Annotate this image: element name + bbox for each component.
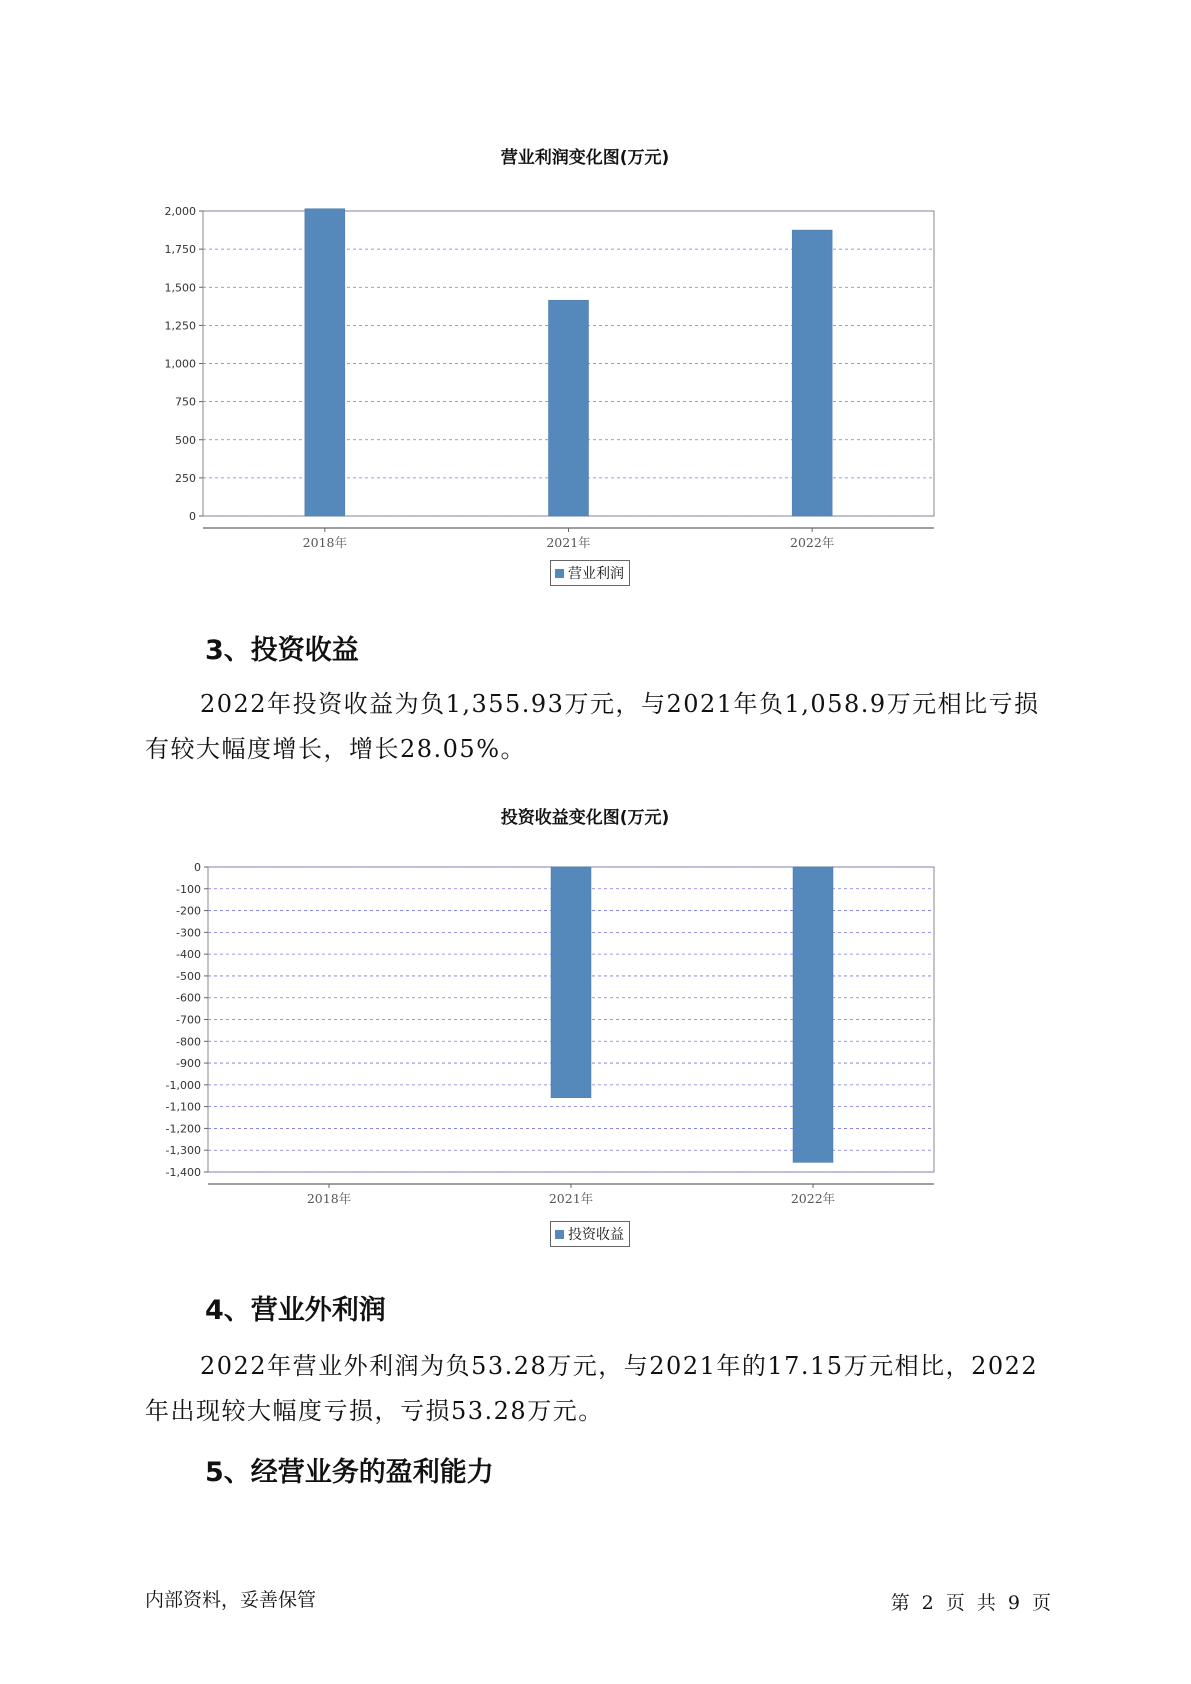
paragraph-line: 有较大幅度增长，增长28.05%。 — [145, 735, 527, 763]
y-tick-label: 0 — [189, 510, 196, 523]
bar — [793, 867, 833, 1162]
legend-swatch — [555, 569, 564, 578]
footer-page-number: 第 2 页 共 9 页 — [890, 1592, 1051, 1614]
chart-legend — [550, 1221, 630, 1247]
chart-plot — [150, 840, 1020, 1230]
y-tick-label: -900 — [176, 1057, 201, 1071]
y-tick-label: 1,750 — [164, 243, 196, 257]
y-tick-label: -1,400 — [165, 1166, 201, 1179]
y-tick-label: 1,000 — [164, 357, 196, 371]
x-tick-label: 2018年 — [306, 1191, 352, 1206]
legend-label: 投资收益 — [568, 1227, 624, 1243]
x-tick-label: 2022年 — [790, 1191, 836, 1206]
y-tick-label: -200 — [176, 904, 201, 918]
chart-plot — [150, 180, 1020, 570]
legend-label: 营业利润 — [568, 566, 624, 582]
section-3-heading: 3、投资收益 — [205, 635, 359, 666]
y-tick-label: -500 — [176, 969, 201, 983]
y-tick-label: -300 — [176, 926, 201, 940]
footer-confidential-note: 内部资料，妥善保管 — [145, 1589, 317, 1611]
chart-title: 投资收益变化图(万元) — [500, 808, 670, 828]
y-tick-label: -700 — [176, 1013, 201, 1027]
bar — [305, 209, 345, 516]
investment-income-chart — [150, 800, 1020, 1250]
y-tick-label: -1,300 — [165, 1144, 201, 1158]
bar — [551, 867, 591, 1098]
section-5-heading: 5、经营业务的盈利能力 — [205, 1457, 494, 1488]
paragraph-line: 年出现较大幅度亏损，亏损53.28万元。 — [145, 1397, 604, 1425]
y-tick-label: -400 — [176, 948, 201, 962]
y-tick-label: 2,000 — [164, 205, 196, 218]
y-tick-label: 250 — [175, 471, 196, 485]
y-tick-label: -800 — [176, 1035, 201, 1049]
x-tick-label: 2022年 — [790, 535, 835, 550]
operating-profit-chart — [150, 140, 1020, 590]
y-tick-label: 1,500 — [164, 281, 196, 295]
bar — [549, 300, 589, 516]
y-tick-label: -1,200 — [165, 1122, 201, 1136]
y-tick-label: -1,000 — [165, 1078, 201, 1092]
bar — [792, 230, 832, 516]
y-tick-label: 750 — [175, 395, 196, 409]
paragraph-line: 2022年投资收益为负1,355.93万元，与2021年负1,058.9万元相比亏损 — [200, 690, 1040, 718]
x-tick-label: 2021年 — [548, 1191, 594, 1206]
paragraph-line: 2022年营业外利润为负53.28万元，与2021年的17.15万元相比，2022 — [200, 1352, 1039, 1380]
section-4-heading: 4、营业外利润 — [205, 1295, 386, 1326]
chart-legend — [550, 560, 630, 586]
x-tick-label: 2018年 — [302, 535, 347, 550]
y-tick-label: 500 — [175, 433, 196, 447]
section-4-paragraph — [145, 1344, 1065, 1434]
y-tick-label: -600 — [176, 991, 201, 1005]
y-tick-label: -1,100 — [165, 1100, 201, 1114]
chart-title: 营业利润变化图(万元) — [500, 148, 670, 168]
y-tick-label: -100 — [176, 882, 201, 896]
y-tick-label: 1,250 — [164, 319, 196, 333]
y-tick-label: 0 — [194, 861, 201, 874]
x-tick-label: 2021年 — [546, 535, 591, 550]
section-3-paragraph — [145, 682, 1065, 772]
legend-swatch — [555, 1230, 564, 1239]
